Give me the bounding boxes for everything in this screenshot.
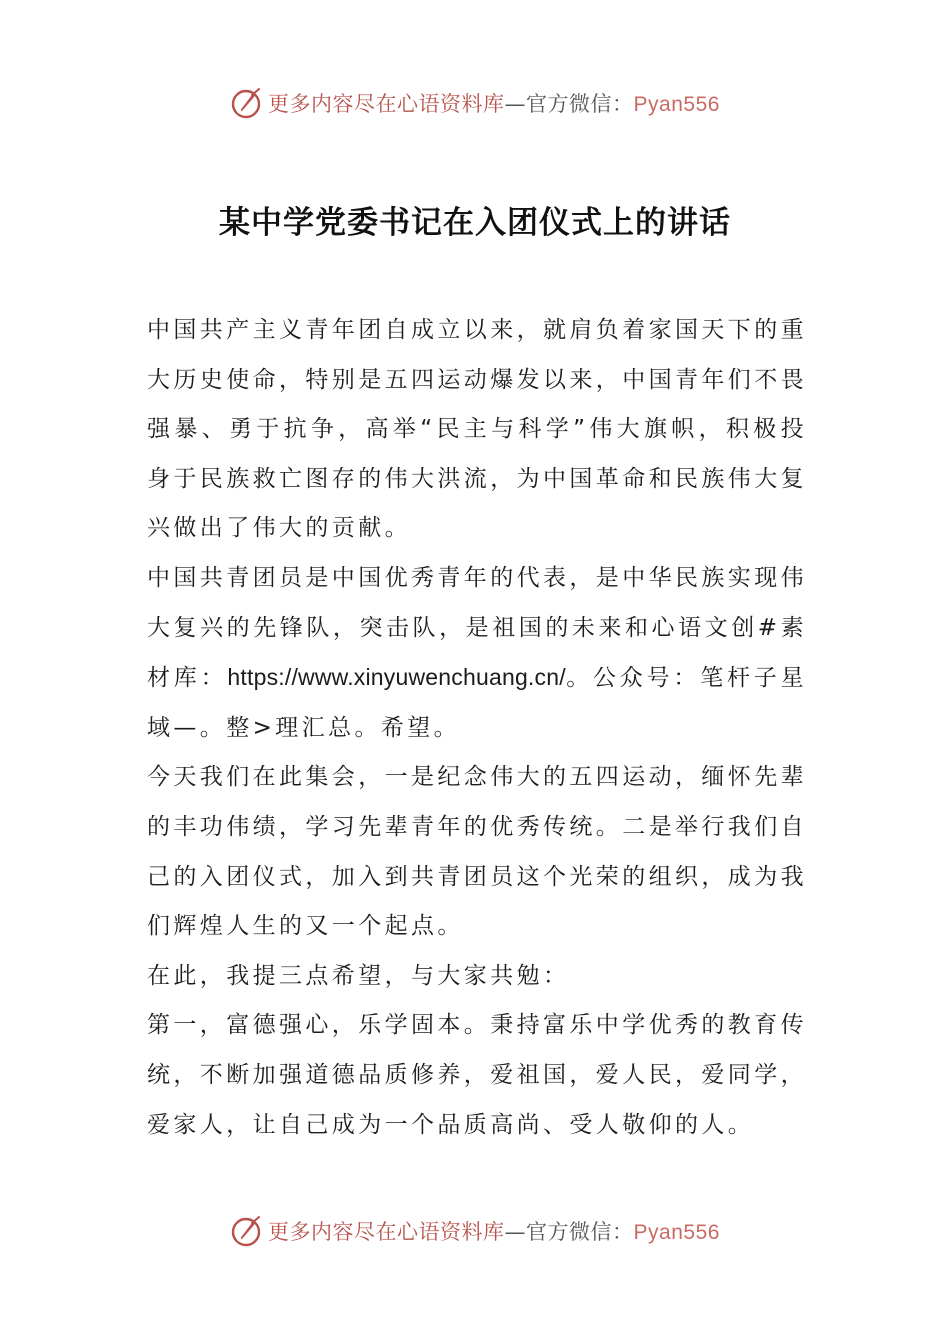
quill-pen-logo-icon bbox=[230, 86, 264, 120]
website-url: https://www.xinyuwenchuang.cn/ bbox=[227, 664, 566, 691]
paragraph-1: 中国共产主义青年团自成立以来，就肩负着家国天下的重大历史使命，特别是五四运动爆发以来，中国青年们不畏强暴、勇于抗争，高举“民主与科学”伟大旗帜，积极投身于民族救亡图存的伟大洪流，为中国革命和民族伟大复兴做出了伟大的贡献。 bbox=[147, 317, 807, 542]
quill-pen-logo-icon bbox=[230, 1214, 264, 1248]
header-separator-text: —官方微信： bbox=[504, 92, 634, 116]
header-brand-text: 更多内容尽在心语资料库 bbox=[268, 92, 505, 116]
paragraph-2-text-a: 中国共青团员是中国优秀青年的代表，是中华民族实现伟大复兴的先锋队，突击队，是祖国的未来和心语文创#素材库： bbox=[147, 564, 807, 692]
footer-brand-text: 更多内容尽在心语资料库 bbox=[268, 1220, 505, 1244]
paragraph-4: 在此，我提三点希望，与大家共勉： bbox=[147, 962, 570, 989]
document-body bbox=[147, 306, 807, 1150]
header-wechat-id: Pyan556 bbox=[633, 93, 720, 116]
footer-banner-text bbox=[268, 1216, 720, 1246]
header-banner bbox=[0, 83, 950, 123]
footer-wechat-id: Pyan556 bbox=[633, 1221, 720, 1244]
footer-separator-text: —官方微信： bbox=[504, 1220, 634, 1244]
header-banner-text bbox=[268, 88, 720, 118]
paragraph-5: 第一，富德强心，乐学固本。秉持富乐中学优秀的教育传统，不断加强道德品质修养，爱祖国，爱人民，爱同学，爱家人，让自己成为一个品质高尚、受人敬仰的人。 bbox=[147, 1012, 807, 1138]
document-title: 某中学党委书记在入团仪式上的讲话 bbox=[219, 204, 731, 241]
paragraph-2-text-b: 。公众号：笔杆子星域—。整>理汇总。希望。 bbox=[147, 665, 807, 741]
paragraph-3: 今天我们在此集会，一是纪念伟大的五四运动，缅怀先辈的丰功伟绩，学习先辈青年的优秀传统。二是举行我们自己的入团仪式，加入到共青团员这个光荣的组织，成为我们辉煌人生的又一个起点。 bbox=[147, 764, 807, 940]
footer-banner bbox=[0, 1211, 950, 1251]
paragraph-2 bbox=[147, 554, 807, 753]
